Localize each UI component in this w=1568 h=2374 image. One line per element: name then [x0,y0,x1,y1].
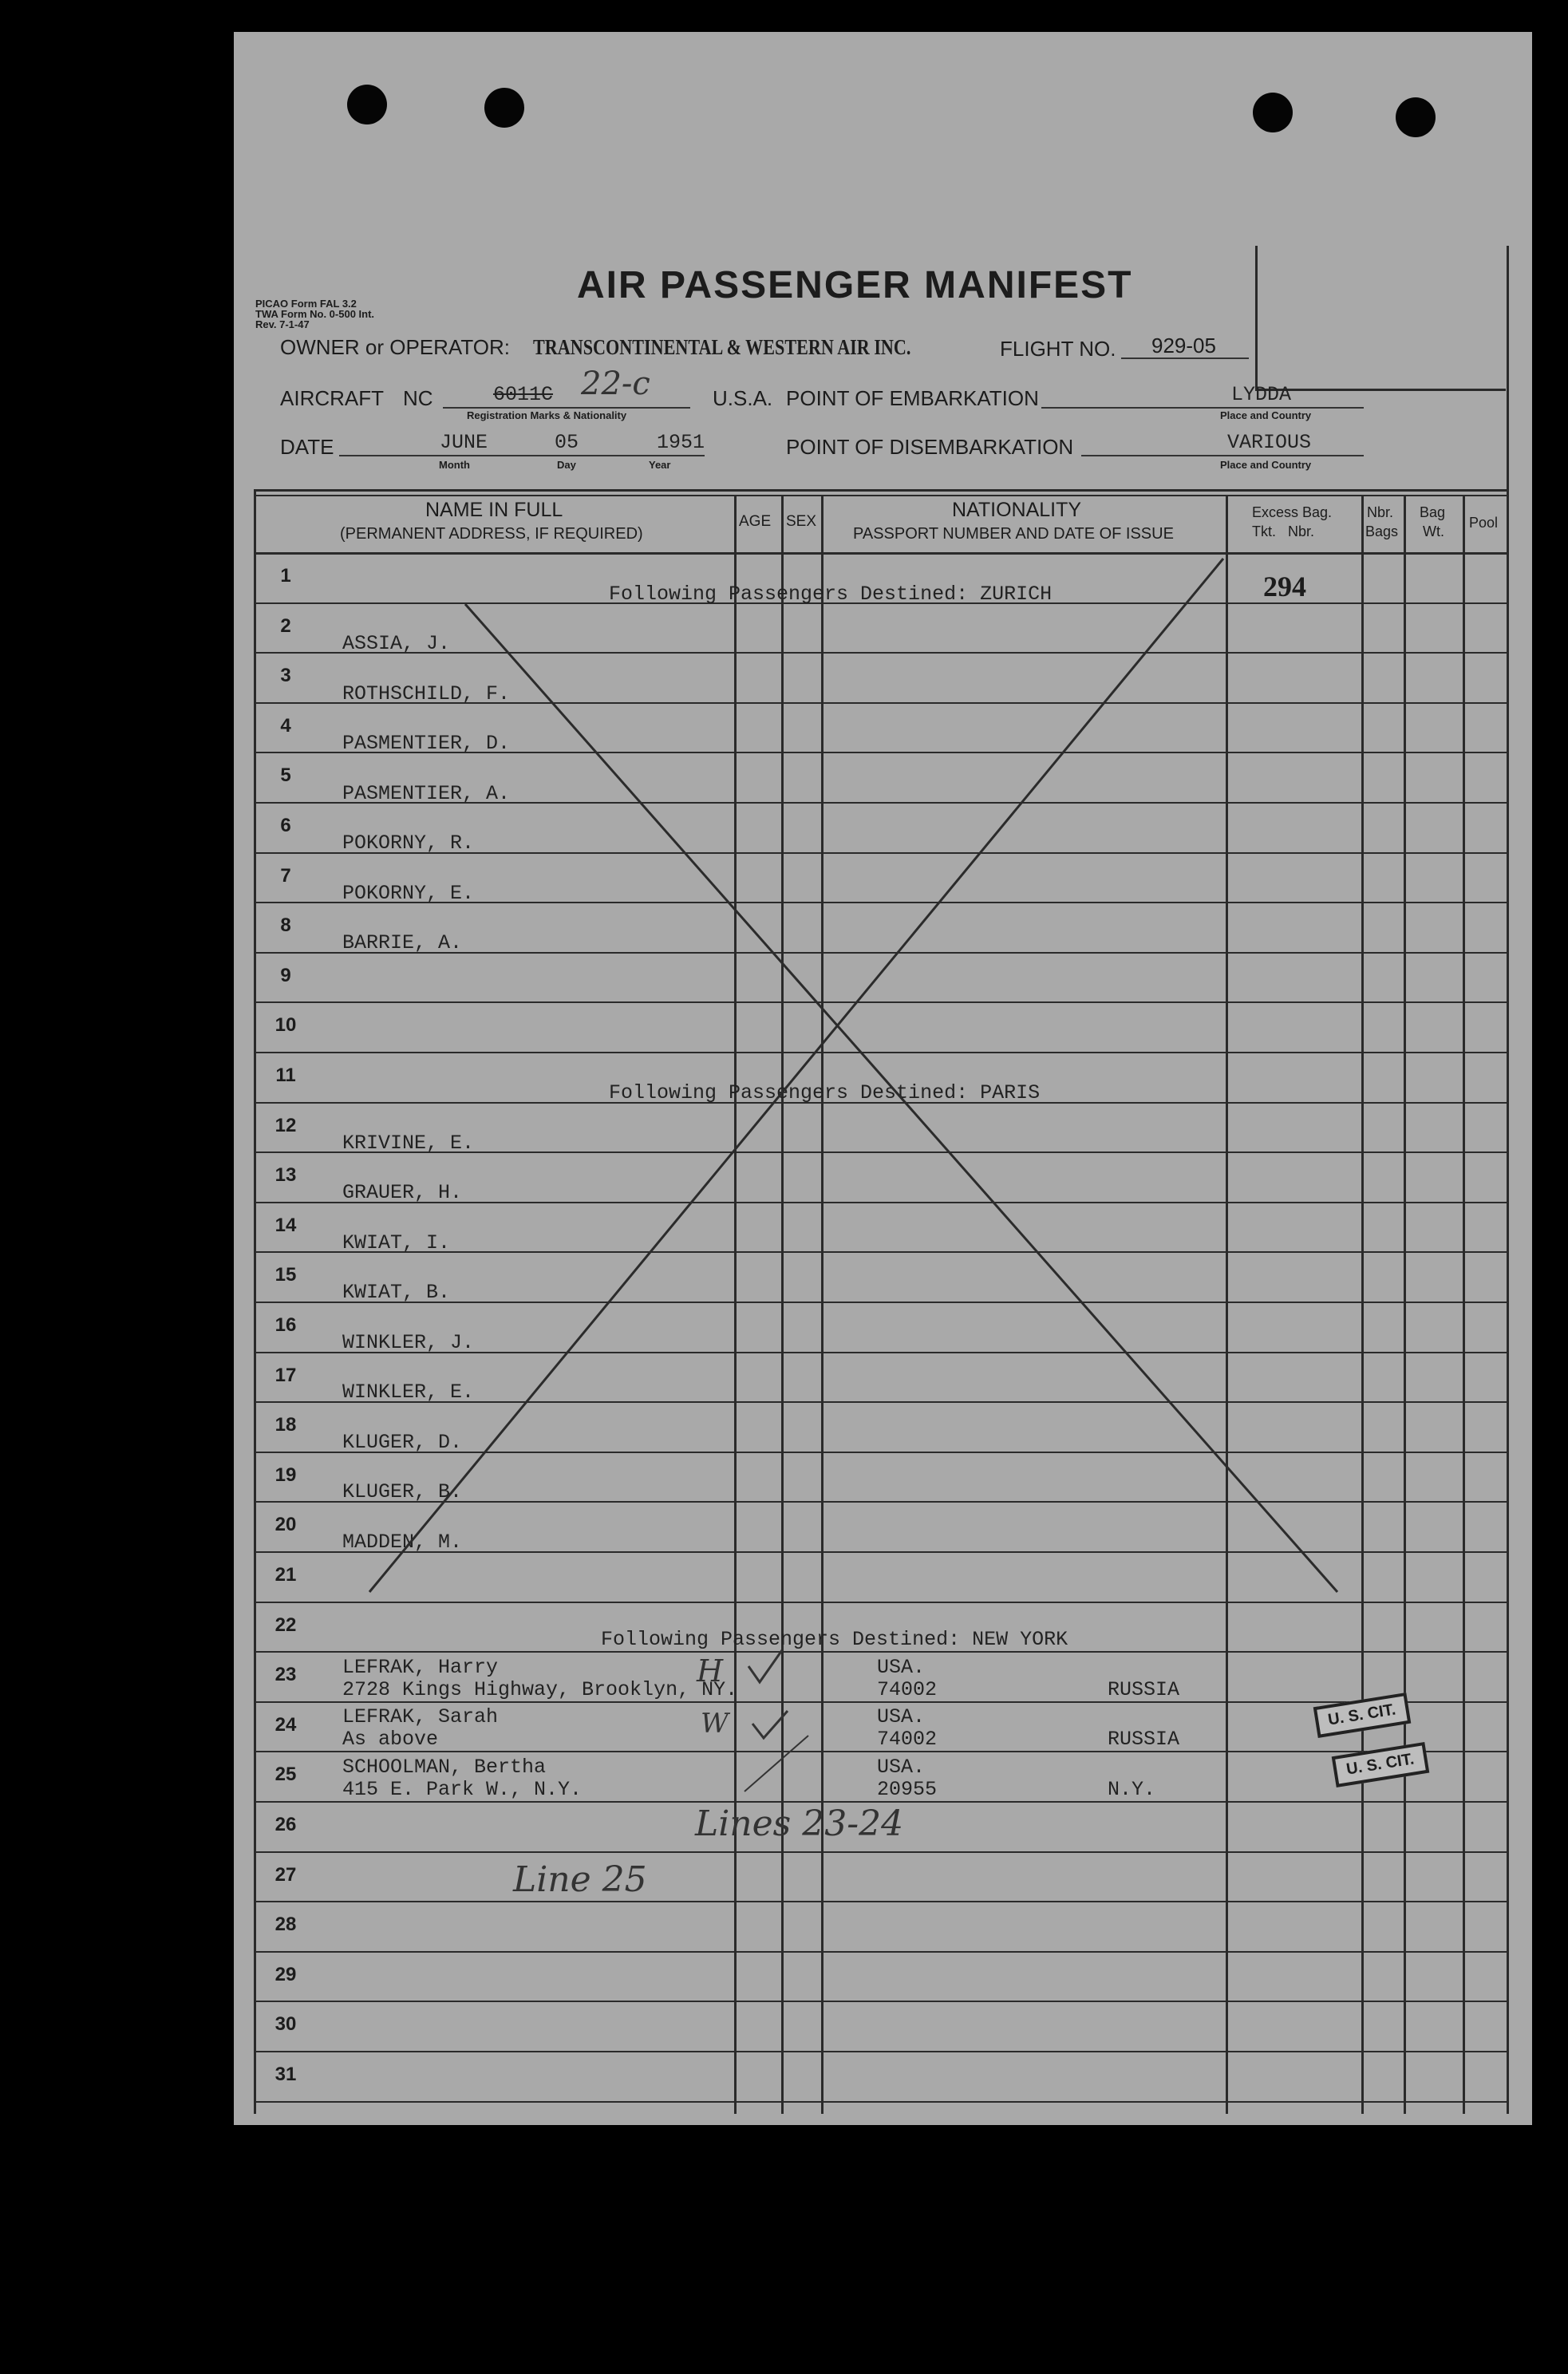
passenger-origin: RUSSIA [1108,1728,1180,1751]
row-number: 31 [274,2064,297,2085]
check-mark [748,1650,782,1682]
owner-label: OWNER or OPERATOR: [280,335,510,359]
passenger-name: KLUGER, D. [342,1431,463,1454]
row-number: 8 [280,914,291,937]
row-number: 10 [274,1014,297,1037]
name-column-header: NAME IN FULL [425,499,563,521]
check-mark [752,1711,788,1738]
owner-value: TRANSCONTINENTAL & WESTERN AIR INC. [533,335,911,359]
passenger-name: GRAUER, H. [342,1181,463,1204]
row-number: 14 [274,1214,297,1236]
sex-column-header: SEX [786,513,817,530]
passenger-name: WINKLER, J. [342,1331,475,1354]
row-number: 28 [274,1914,297,1936]
check-mark [745,1736,808,1791]
aircraft-caption: Registration Marks & Nationality [467,409,627,421]
aircraft-handwritten: 22-c [581,365,650,402]
row-number: 7 [280,864,291,887]
passenger-name: KRIVINE, E. [342,1132,475,1155]
cross-out-line [465,604,1337,1592]
row-number: 16 [274,1314,297,1336]
name-column-subheader: (PERMANENT ADDRESS, IF REQUIRED) [340,525,643,543]
passenger-address: As above [342,1728,439,1751]
row-number: 9 [280,964,291,986]
nbr-bags-header: Nbr. [1367,504,1394,520]
nationality-column-subheader: PASSPORT NUMBER AND DATE OF ISSUE [853,525,1174,543]
us-citizen-stamp: U. S. CIT. [1313,1693,1411,1738]
manifest-sheet [234,32,1532,2125]
passenger-address: 415 E. Park W., N.Y. [342,1778,583,1801]
row-number: 23 [274,1664,297,1686]
passenger-name: POKORNY, E. [342,882,475,905]
section-heading-paris: Following Passengers Destined: PARIS [609,1081,1041,1104]
row-number: 30 [274,2013,297,2036]
handwritten-mark: W [701,1708,729,1740]
handwritten-mark: H [697,1653,724,1689]
passenger-name: KWIAT, B. [342,1281,451,1304]
aircraft-label: AIRCRAFT [280,386,384,410]
row-number: 29 [274,1963,297,1985]
disembarkation-label: POINT OF DISEMBARKATION [786,435,1074,459]
date-year: 1951 [657,431,705,454]
passenger-name: KWIAT, I. [342,1231,451,1254]
pool-column-header: Pool [1469,515,1499,531]
section-heading-zurich: Following Passengers Destined: ZURICH [609,583,1053,606]
row-number: 11 [275,1065,296,1086]
excess-column-header: Excess Bag. [1252,504,1333,520]
form-id-line: TWA Form No. 0-500 Int. [255,308,375,320]
embarkation-caption: Place and Country [1220,409,1312,421]
aircraft-prefix: NC [403,386,433,410]
usa-label: U.S.A. [713,386,773,410]
passenger-name: WINKLER, E. [342,1381,475,1404]
passenger-name: PASMENTIER, D. [342,732,511,755]
flight-label: FLIGHT NO. [1000,337,1116,361]
form-id-line: PICAO Form FAL 3.2 [255,298,357,310]
row-number: 19 [274,1464,297,1486]
passenger-address: 2728 Kings Highway, Brooklyn, NY. [342,1678,738,1701]
row-number: 18 [274,1414,297,1436]
disembarkation-caption: Place and Country [1220,459,1312,471]
row-number: 25 [274,1764,297,1786]
day-caption: Day [557,459,576,471]
form-id-line: Rev. 7-1-47 [255,318,310,330]
row-number: 1 [280,565,291,587]
passenger-origin: N.Y. [1108,1778,1156,1801]
passenger-name: KLUGER, B. [342,1480,463,1503]
row-number: 15 [274,1264,297,1286]
nationality-column-header: NATIONALITY [952,499,1082,521]
cross-out-overlay [234,32,1532,2125]
passenger-origin: RUSSIA [1108,1678,1180,1701]
row-number: 26 [274,1814,297,1835]
passenger-name: MADDEN, M. [342,1531,463,1554]
cross-out-line [369,559,1223,1592]
row-number: 12 [274,1114,297,1136]
row-number: 27 [274,1863,297,1886]
month-caption: Month [439,459,470,471]
bag-weight-subheader: Wt. [1423,523,1444,539]
row-number: 2 [280,614,291,637]
passenger-passport: 20955 [877,1778,938,1801]
excess-ticket-number: 294 [1263,571,1306,602]
flight-number: 929-05 [1151,334,1216,357]
embarkation-value: LYDDA [1231,383,1292,406]
year-caption: Year [649,459,671,471]
passenger-name: POKORNY, R. [342,831,475,855]
embarkation-label: POINT OF EMBARKATION [786,386,1039,410]
row-number: 5 [280,764,291,787]
passenger-passport: 74002 [877,1728,938,1751]
passenger-nationality: USA. [877,1756,926,1779]
page-title: AIR PASSENGER MANIFEST [577,264,1133,306]
date-day: 05 [555,431,579,454]
passenger-passport: 74002 [877,1678,938,1701]
nbr-bags-subheader: Bags [1365,523,1399,539]
row-number: 4 [280,714,291,737]
row-number: 21 [274,1564,297,1586]
age-column-header: AGE [739,513,772,530]
passenger-name: ROTHSCHILD, F. [342,682,511,705]
aircraft-registration: 6011C [493,383,554,406]
row-number: 17 [274,1364,297,1386]
date-label: DATE [280,435,334,459]
passenger-nationality: USA. [877,1656,926,1679]
row-number: 6 [280,815,291,836]
row-number: 3 [280,665,291,687]
passenger-nationality: USA. [877,1705,926,1728]
handwritten-note: Line 25 [513,1859,647,1900]
passenger-name: SCHOOLMAN, Bertha [342,1756,547,1779]
excess-column-subheader: Tkt. Nbr. [1252,523,1315,539]
passenger-name: PASMENTIER, A. [342,782,511,805]
passenger-name: BARRIE, A. [342,931,463,954]
us-citizen-stamp: U. S. CIT. [1332,1742,1429,1787]
bag-weight-header: Bag [1420,504,1446,520]
row-number: 20 [274,1514,297,1536]
disembarkation-value: VARIOUS [1227,431,1312,454]
passenger-name: LEFRAK, Sarah [342,1705,499,1728]
section-heading-new-york: Following Passengers Destined: NEW YORK [601,1628,1068,1651]
date-month: JUNE [440,431,488,454]
row-number: 24 [274,1713,297,1736]
handwritten-note: Lines 23-24 [695,1803,904,1844]
passenger-name: LEFRAK, Harry [342,1656,499,1679]
row-number: 22 [274,1614,297,1636]
passenger-name: ASSIA, J. [342,632,451,655]
row-number: 13 [274,1164,297,1187]
